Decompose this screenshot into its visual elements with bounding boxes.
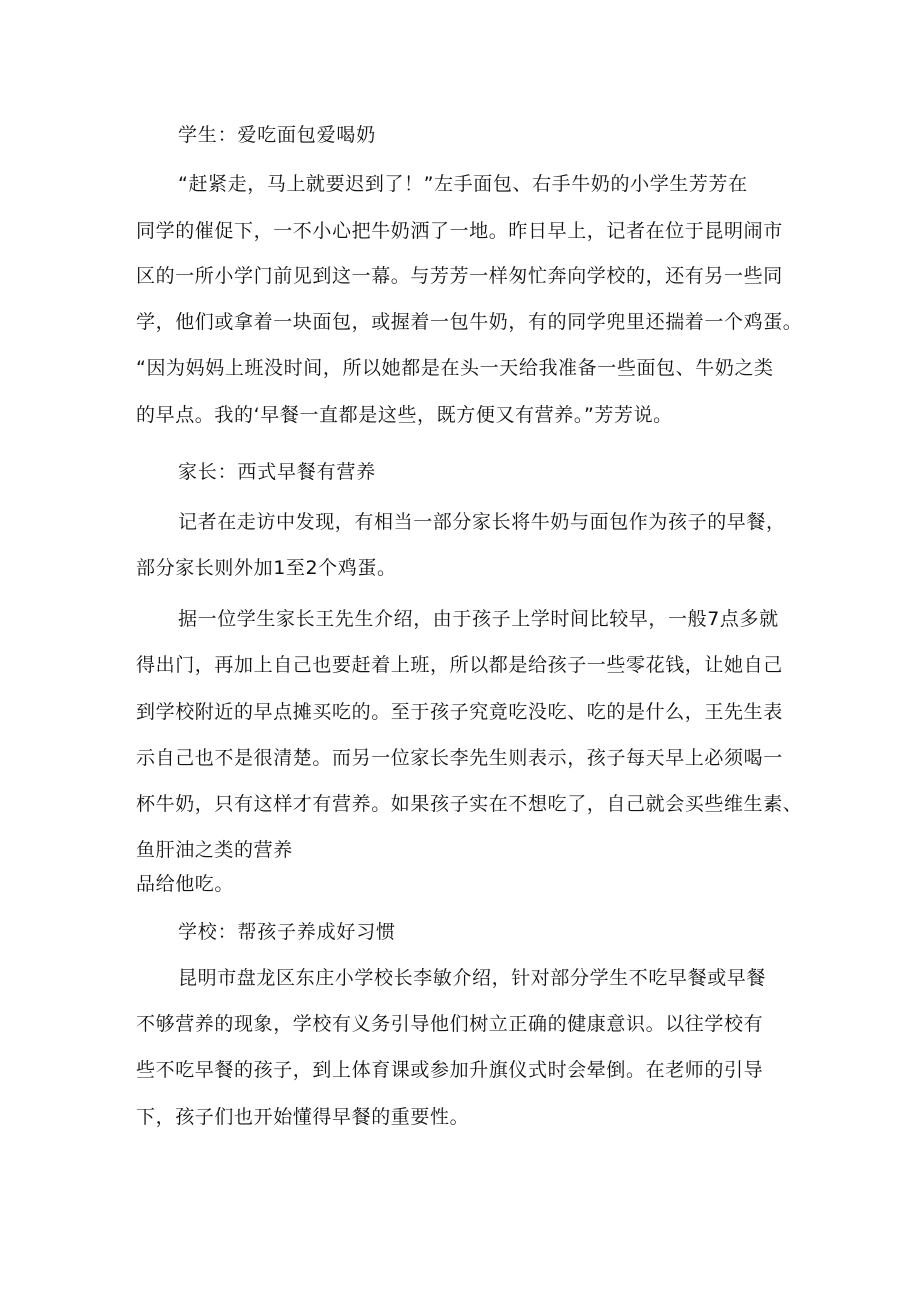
paragraph-line: 示自己也不是很清楚。而另一位家长李先生则表示，孩子每天早上必须喝一: [136, 747, 783, 769]
paragraph-line: 昆明市盘龙区东庄小学校长李敏介绍，针对部分学生不吃早餐或早餐: [178, 967, 767, 989]
paragraph-line: 杯牛奶，只有这样才有营养。如果孩子实在不想吃了，自己就会买些维生素、: [136, 793, 803, 815]
section-heading-parent: 家长：西式早餐有营养: [178, 461, 377, 483]
paragraph-line: 的早点。我的‘早餐一直都是这些，既方便又有营养。”芳芳说。: [136, 404, 673, 426]
paragraph-line: “因为妈妈上班没时间，所以她都是在头一天给我准备一些面包、牛奶之类: [136, 357, 774, 379]
paragraph-line: 下，孩子们也开始懂得早餐的重要性。: [136, 1106, 470, 1128]
paragraph-line: 据一位学生家长王先生介绍，由于孩子上学时间比较早，一般7点多就: [178, 608, 779, 630]
paragraph-line: 些不吃早餐的孩子，到上体育课或参加升旗仪式时会晕倒。在老师的引导: [136, 1059, 764, 1081]
paragraph-line: 鱼肝油之类的营养: [136, 839, 293, 861]
paragraph-line: “赶紧走，马上就要迟到了！”左手面包、右手牛奶的小学生芳芳在: [178, 173, 748, 195]
paragraph-line: 得出门，再加上自己也要赶着上班，所以都是给孩子一些零花钱，让她自己: [136, 654, 783, 676]
paragraph-line: 同学的催促下，一不小心把牛奶洒了一地。昨日早上，记者在位于昆明闹市: [136, 220, 783, 242]
section-heading-student: 学生：爱吃面包爱喝奶: [178, 124, 377, 146]
paragraph-line: 品给他吃。: [136, 873, 235, 895]
paragraph-line: 到学校附近的早点摊买吃的。至于孩子究竟吃没吃、吃的是什么，王先生表: [136, 701, 783, 723]
paragraph-line: 记者在走访中发现，有相当一部分家长将牛奶与面包作为孩子的早餐，: [178, 511, 786, 533]
paragraph-line: 区的一所小学门前见到这一幕。与芳芳一样匆忙奔向学校的，还有另一些同: [136, 265, 783, 287]
paragraph-line: 不够营养的现象，学校有义务引导他们树立正确的健康意识。以往学校有: [136, 1013, 764, 1035]
paragraph-line: 部分家长则外加1至2个鸡蛋。: [136, 557, 397, 579]
section-heading-school: 学校：帮孩子养成好习惯: [178, 921, 396, 943]
paragraph-line: 学，他们或拿着一块面包，或握着一包牛奶，有的同学兜里还揣着一个鸡蛋。: [136, 311, 803, 333]
